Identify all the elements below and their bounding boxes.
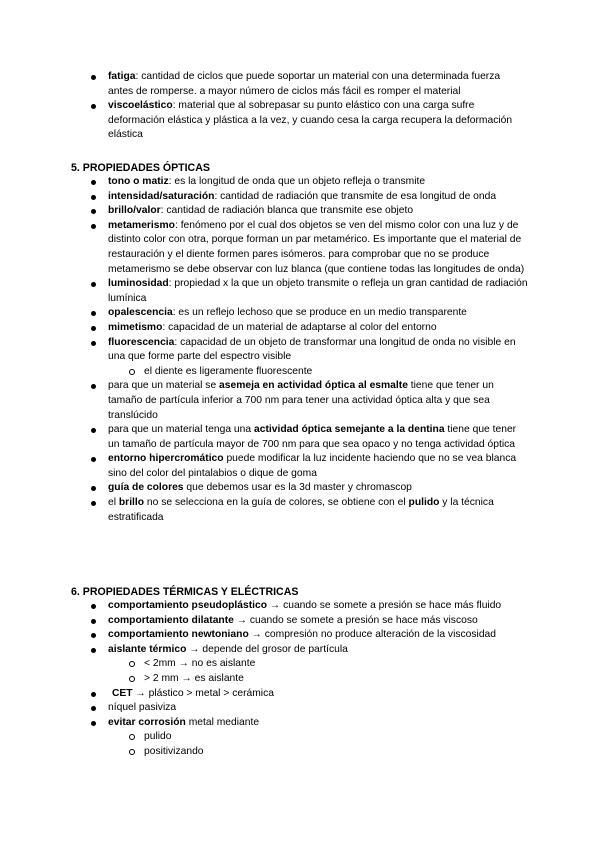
sub-item-fluorescente: el diente es ligeramente fluorescente: [0, 365, 524, 380]
list-item-aislante: aislante térmico → depende del grosor de partícula: [0, 643, 528, 658]
sub-item-positivizando: positivizando: [0, 745, 524, 760]
list-section-6: [0, 599, 600, 760]
list-item-entorno: entorno hipercromático puede modificar la luz incidente haciendo que no se vea blanca sino del color del pintalabios o dique de goma: [0, 452, 528, 481]
list-item-pseudoplastico: comportamiento pseudoplástico → cuando se somete a presión se hace más fluido: [0, 599, 528, 614]
list-item-luminosidad: luminosidad: propiedad x la que un objeto transmite o refleja un gran cantidad de radiación lumínica: [0, 277, 528, 306]
list-item-brillo: el brillo no se selecciona en la guía de colores, se obtiene con el pulido y la técnica estratificada: [0, 496, 528, 525]
list-item-guia: guía de colores que debemos usar es la 3d master y chromascop: [0, 481, 528, 496]
list-item-tono: tono o matiz: es la longitud de onda que un objeto refleja o transmite: [0, 175, 528, 190]
list-item-fluorescencia: fluorescencia: capacidad de un objeto de transformar una longitud de onda no visible en una que forme parte del espectro visible: [0, 336, 528, 365]
list-item-esmalte: para que un material se asemeja en actividad óptica al esmalte tiene que tener un tamaño de partícula inferior a 700 nm para tener una actividad óptica alta y que sea translúcido: [0, 379, 528, 423]
list-item-newtoniano: comportamiento newtoniano → compresión no produce alteración de la viscosidad: [0, 628, 528, 643]
sub-item-pulido: pulido: [0, 730, 524, 745]
list-section-5: [0, 175, 600, 525]
list-item-niquel: níquel pasiviza: [0, 701, 528, 716]
list-item-brillo-valor: brillo/valor: cantidad de radiación blanca que transmite ese objeto: [0, 204, 528, 219]
list-item-mimetismo: mimetismo: capacidad de un material de adaptarse al color del entorno: [0, 321, 528, 336]
sub-item-aislante-1: < 2mm → no es aislante: [0, 657, 524, 672]
list-item-opalescencia: opalescencia: es un reflejo lechoso que se produce en un medio transparente: [0, 306, 528, 321]
sub-item-aislante-2: > 2 mm → es aislante: [0, 672, 524, 687]
list-item-intensidad: intensidad/saturación: cantidad de radiación que transmite de esa longitud de onda: [0, 190, 528, 205]
list-item-dentina: para que un material tenga una actividad óptica semejante a la dentina tiene que tener un tamaño de partícula mayor de 700 nm para que sea opaco y no tenga actividad óptica: [0, 423, 528, 452]
list-item-corrosion: evitar corrosión metal mediante: [0, 716, 528, 731]
section-5-heading: 5. PROPIEDADES ÓPTICAS: [71, 162, 210, 174]
list-item-viscoelastico: viscoelástico: material que al sobrepasar su punto elástico con una carga sufre deformación elástica y plástica a la vez, y cuando cesa la carga recupera la deformación elástica: [0, 99, 528, 143]
list-top: [0, 70, 600, 143]
list-item-dilatante: comportamiento dilatante → cuando se somete a presión se hace más viscoso: [0, 614, 528, 629]
list-item-cet: CET → plástico > metal > cerámica: [0, 687, 528, 702]
list-item-metamerismo: metamerismo: fenómeno por el cual dos objetos se ven del mismo color con una luz y de distinto color con otra, porque forman un par metamérico. Es importante que el material de restauración y el diente formen pares isómeros. para comprobar que no se produce metamerismo se debe observar con luz blanca (que contiene todas las longitudes de onda): [0, 219, 528, 277]
list-item-fatiga: fatiga: cantidad de ciclos que puede soportar un material con una determinada fuerza antes de romperse. a mayor número de ciclos más fácil es romper el material: [0, 70, 528, 99]
section-6-heading: 6. PROPIEDADES TÉRMICAS Y ELÉCTRICAS: [71, 586, 299, 598]
